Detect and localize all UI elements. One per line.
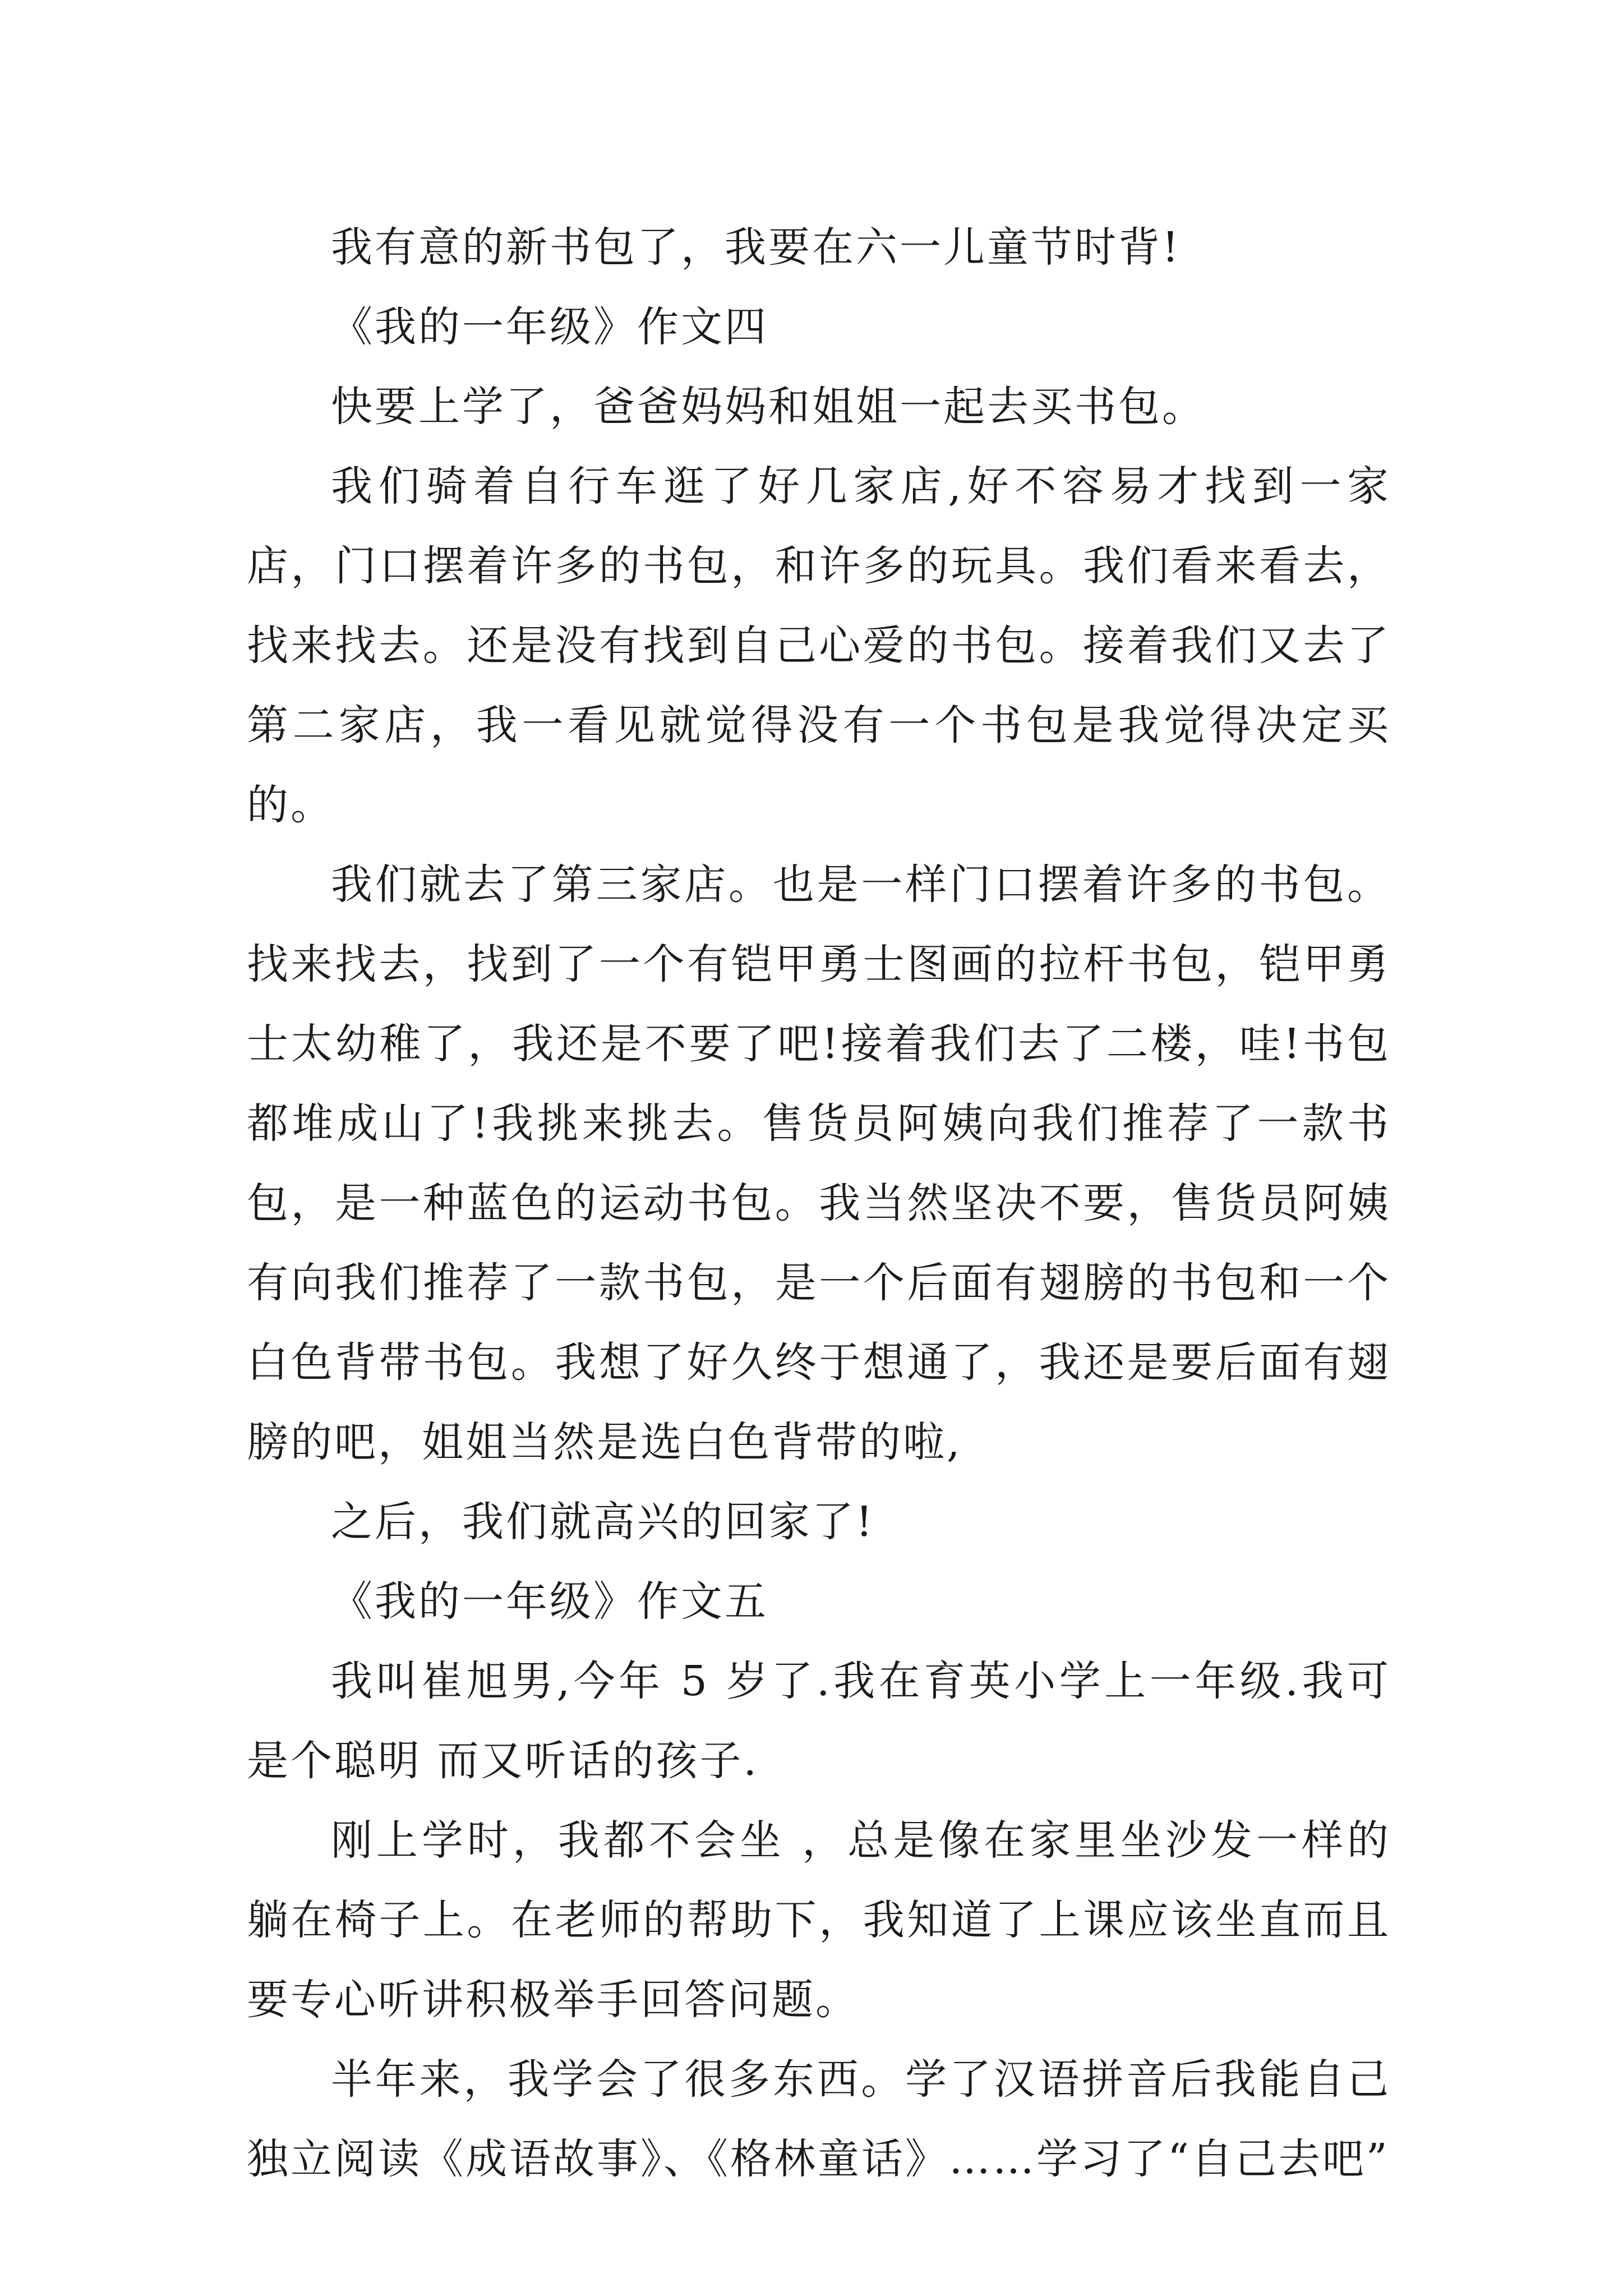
paragraph-introduction: 我叫崔旭男,今年 5 岁了.我在育英小学上一年级.我可是个聪明 而又听话的孩子. (247, 1657, 1391, 1785)
essay-title-four: 《我的一年级》作文四 (331, 303, 768, 351)
paragraph-half-year-learning: 半年来，我学会了很多东西。学了汉语拼音后我能自己独立阅读《成语故事》、《格林童话》……学习了“自己去吧” (247, 2055, 1391, 2183)
essay-title-five: 《我的一年级》作文五 (331, 1577, 768, 1626)
paragraph-sitting-in-class: 刚上学时，我都不会坐 ，总是像在家里坐沙发一样的躺在椅子上。在老师的帮助下，我知道了上课应该坐直而且要专心听讲积极举手回答问题。 (247, 1816, 1391, 2024)
paragraph-going-shopping: 快要上学了，爸爸妈妈和姐姐一起去买书包。 (331, 383, 1206, 431)
document-body (247, 208, 1391, 2199)
paragraph-third-shop: 我们就去了第三家店。也是一样门口摆着许多的书包。找来找去，找到了一个有铠甲勇士图画的拉杆书包，铠甲勇士太幼稚了，我还是不要了吧!接着我们去了二楼，哇!书包都堆成山了!我挑来挑去。售货员阿姨向我们推荐了一款书包，是一种蓝色的运动书包。我当然坚决不要，售货员阿姨有向我们推荐了一款书包，是一个后面有翅膀的书包和一个白色背带书包。我想了好久终于想通了，我还是要后面有翅膀的吧，姐姐当然是选白色背带的啦, (247, 861, 1391, 1466)
paragraph-new-schoolbag: 我有意的新书包了，我要在六一儿童节时背! (331, 223, 1181, 272)
paragraph-going-home: 之后，我们就高兴的回家了! (331, 1498, 875, 1546)
paragraph-first-shops: 我们骑着自行车逛了好几家店,好不容易才找到一家店，门口摆着许多的书包，和许多的玩具。我们看来看去，找来找去。还是没有找到自己心爱的书包。接着我们又去了第二家店，我一看见就觉得没有一个书包是我觉得决定买的。 (247, 462, 1391, 829)
